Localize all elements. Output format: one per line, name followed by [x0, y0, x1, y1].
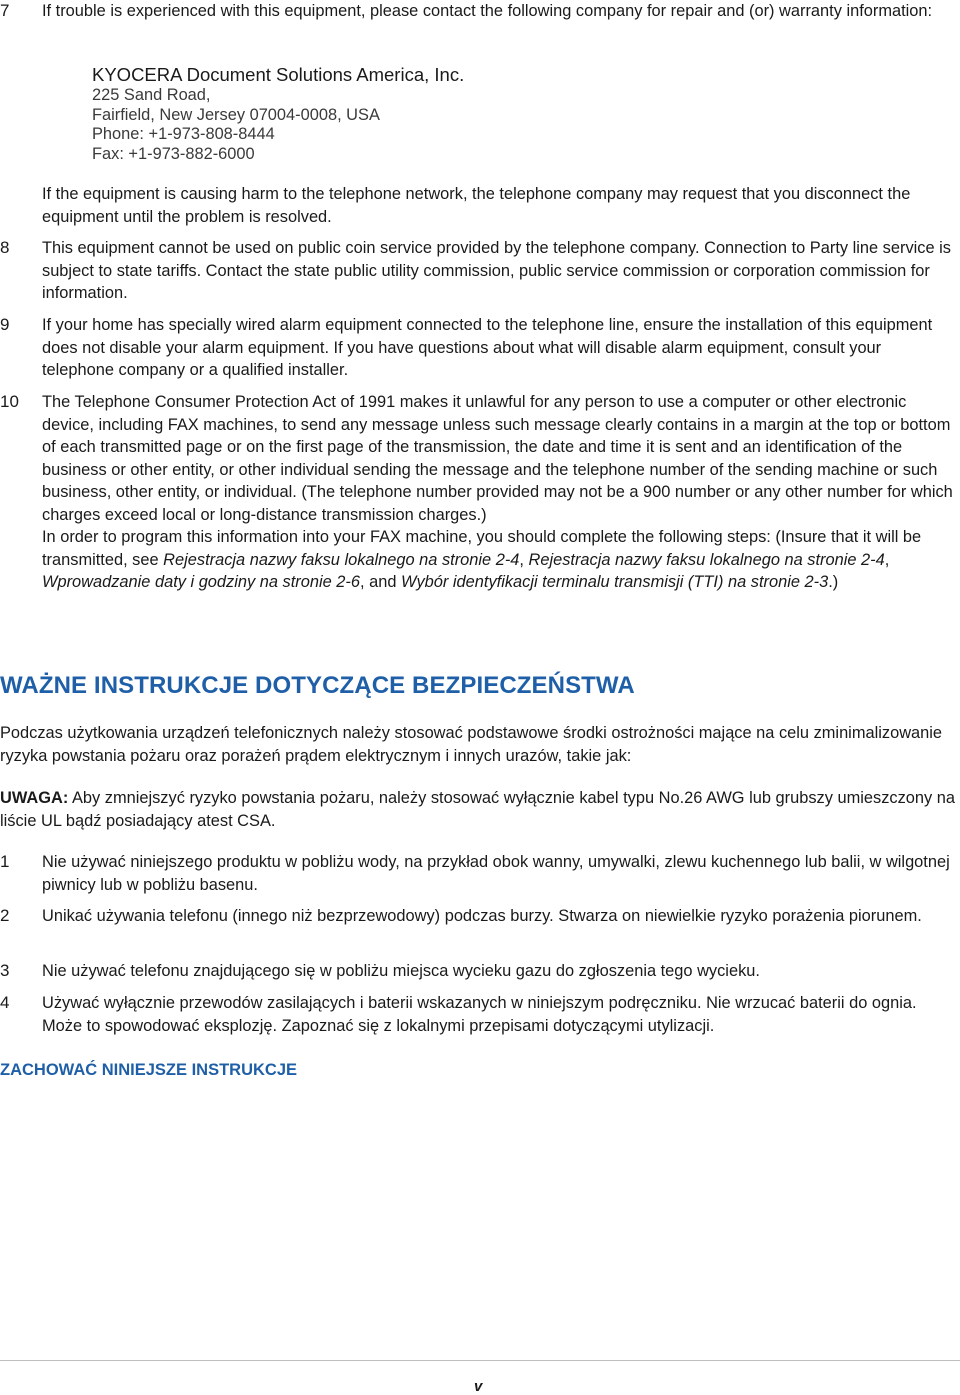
item-number: 7 [0, 1, 10, 20]
company-address [92, 64, 464, 164]
address-city: Fairfield, New Jersey 07004-0008, USA [92, 105, 380, 124]
safety-item-4 [0, 992, 960, 1037]
safety-item-text: Używać wyłącznie przewodów zasilających i baterii wskazanych w niniejszym podręczniku. Nie wrzucać baterii do ognia. Może to spowodować eksplozję. Zapoznać się z lokalnymi przepisami dotyczącymi utylizacji. [42, 994, 917, 1035]
item-number: 3 [0, 961, 10, 980]
xref-link[interactable]: Rejestracja nazwy faksu lokalnego na stronie 2-4 [528, 550, 885, 569]
safety-item-1 [0, 851, 960, 896]
item-7-after: If the equipment is causing harm to the telephone network, the telephone company may request that you disconnect the equipment until the problem is resolved. [42, 185, 911, 226]
section-heading: WAŻNE INSTRUKCJE DOTYCZĄCE BEZPIECZEŃSTWA [0, 672, 635, 699]
item-number: 9 [0, 315, 10, 334]
list-item-10 [0, 391, 960, 594]
safety-item-2 [0, 905, 960, 928]
item-text [42, 0, 956, 23]
footer-divider [0, 1360, 960, 1361]
list-item-8 [0, 237, 960, 305]
xref-link[interactable]: Wprowadzanie daty i godziny na stronie 2-6 [42, 573, 360, 591]
safety-intro: Podczas użytkowania urządzeń telefonicznych należy stosować podstawowe środki ostrożności mające na celu zminimalizowanie ryzyka powstania pożaru oraz porażeń prądem elektrycznym i innych urazów, takie jak: [0, 724, 943, 765]
item-9-text: If your home has specially wired alarm equipment connected to the telephone line, ensure the installation of this equipment does not disable your alarm equipment. If you have questions about what will disable alarm equipment, consult your telephone company or a qualified installer. [42, 316, 933, 379]
item-10-text: The Telephone Consumer Protection Act of 1991 makes it unlawful for any person to use a computer or other electronic device, including FAX machines, to send any message unless such message clearly contains in a margin at the top or bottom of each transmitted page or on the first page of the transmission, the date and time it is sent and an identification of the business or other entity, or other individual sending the message and the telephone number of the sending machine or such business, other entity, or individual. (The telephone number provided may not be a 900 number or any other number for which charges exceed local or long-distance transmission charges.) [42, 393, 953, 524]
address-fax: Fax: +1-973-882-6000 [92, 144, 255, 163]
list-item-9 [0, 314, 960, 382]
page-number: v [474, 1378, 483, 1395]
safety-item-text: Unikać używania telefonu (innego niż bezprzewodowy) podczas burzy. Stwarza on niewielkie ryzyko porażenia piorunem. [42, 907, 922, 925]
warning-text: Aby zmniejszyć ryzyko powstania pożaru, należy stosować wyłącznie kabel typu No.26 AWG lub grubszy umieszczony na liście UL bądź posiadający atest CSA. [0, 789, 955, 830]
item-number: 2 [0, 906, 10, 925]
safety-item-text: Nie używać niniejszego produktu w pobliżu wody, na przykład obok wanny, umywalki, zlewu kuchennego lub balii, w wilgotnej piwnicy lub w pobliżu basenu. [42, 853, 950, 894]
company-name: KYOCERA Document Solutions America, Inc. [92, 64, 465, 85]
item-number: 8 [0, 238, 10, 257]
safety-item-text: Nie używać telefonu znajdującego się w pobliżu miejsca wycieku gazu do zgłoszenia tego wycieku. [42, 962, 760, 980]
item-10-steps: In order to program this information into your FAX machine, you should complete the following steps: (Insure that it will be transmitted, see Rejestracja nazwy faksu lokalnego na stronie 2-4, Rejestracja nazwy faksu lokalnego na stronie 2-4, Wprowadzanie daty i godziny na stronie 2-6, and Wybór identyfikacji terminalu transmisji (TTI) na stronie 2-3.) [42, 528, 922, 591]
item-8-text: This equipment cannot be used on public coin service provided by the telephone company. Connection to Party line service is subject to state tariffs. Contact the state public utility commission, public service commission or corporation commission for information. [42, 239, 951, 302]
safety-warning [0, 787, 956, 832]
item-7-intro: If trouble is experienced with this equipment, please contact the following company for repair and (or) warranty information: [42, 2, 933, 20]
item-number: 10 [0, 392, 19, 411]
warning-label: UWAGA: [0, 789, 69, 807]
item-number: 4 [0, 993, 10, 1012]
item-number: 1 [0, 852, 10, 871]
address-phone: Phone: +1-973-808-8444 [92, 125, 275, 143]
xref-link[interactable]: Rejestracja nazwy faksu lokalnego na stronie 2-4 [163, 550, 520, 569]
xref-link[interactable]: Wybór identyfikacji terminalu transmisji (TTI) na stronie 2-3 [401, 573, 829, 591]
closing-heading: ZACHOWAĆ NINIEJSZE INSTRUKCJE [0, 1061, 298, 1079]
address-street: 225 Sand Road, [92, 86, 211, 104]
safety-item-3 [0, 960, 960, 983]
item-7-continuation [0, 183, 960, 228]
list-item-7 [0, 0, 960, 23]
